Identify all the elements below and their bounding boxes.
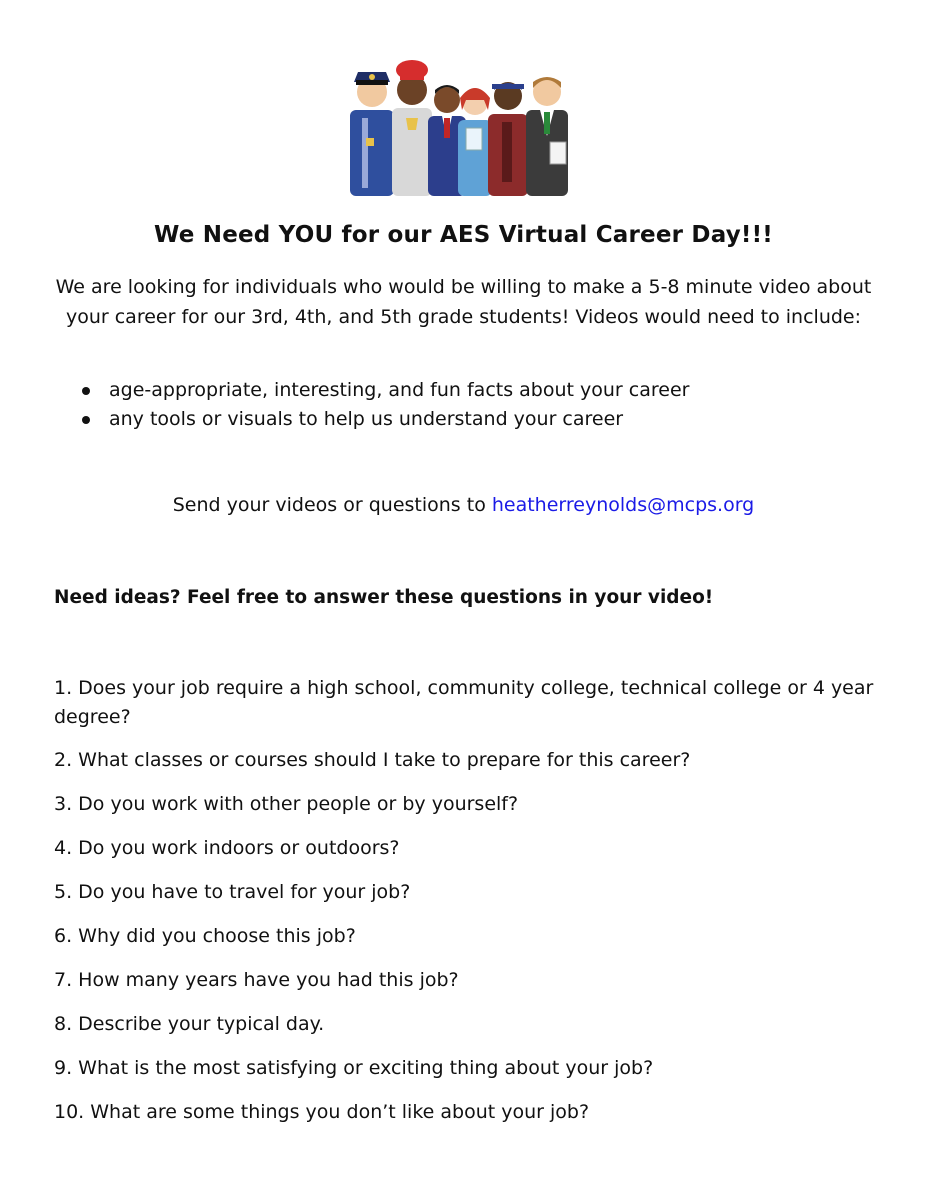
requirement-text: any tools or visuals to help us understand your career [109, 408, 624, 430]
office-worker-figure [526, 77, 568, 196]
question-item: 1. Does your job require a high school, community college, technical college or 4 year degree? [54, 677, 874, 728]
intro-paragraph: We are looking for individuals who would be willing to make a 5-8 minute video about your career for our 3rd, 4th, and 5th grade students! Videos would need to include: [55, 276, 872, 328]
requirements-list [80, 376, 880, 434]
question-item: 7. How many years have you had this job? [54, 969, 459, 991]
question-item: 4. Do you work indoors or outdoors? [54, 837, 400, 859]
question-item: 5. Do you have to travel for your job? [54, 881, 411, 903]
question-item: 2. What classes or courses should I take to prepare for this career? [54, 749, 691, 771]
contact-line [0, 494, 927, 516]
list-item [80, 376, 880, 405]
email-link[interactable]: heatherreynolds@mcps.org [491, 494, 755, 516]
nurse-figure [458, 88, 492, 196]
list-item [80, 405, 880, 434]
contact-text: Send your videos or questions to [172, 494, 492, 516]
question-item: 8. Describe your typical day. [54, 1013, 325, 1035]
page-title: We Need YOU for our AES Virtual Career Day!!! [154, 222, 773, 248]
question-item: 6. Why did you choose this job? [54, 925, 356, 947]
bullet-icon [82, 416, 90, 424]
careers-group-illustration [336, 58, 592, 196]
question-item: 9. What is the most satisfying or exciting thing about your job? [54, 1057, 654, 1079]
question-item: 3. Do you work with other people or by yourself? [54, 793, 519, 815]
police-officer-figure [350, 72, 394, 196]
chef-figure [392, 60, 432, 196]
questions-list [54, 674, 874, 1142]
bullet-icon [82, 387, 90, 395]
ideas-heading: Need ideas? Feel free to answer these questions in your video! [54, 587, 714, 608]
requirement-text: age-appropriate, interesting, and fun facts about your career [109, 379, 690, 401]
question-item: 10. What are some things you don’t like about your job? [54, 1101, 590, 1123]
mechanic-figure [488, 82, 528, 196]
